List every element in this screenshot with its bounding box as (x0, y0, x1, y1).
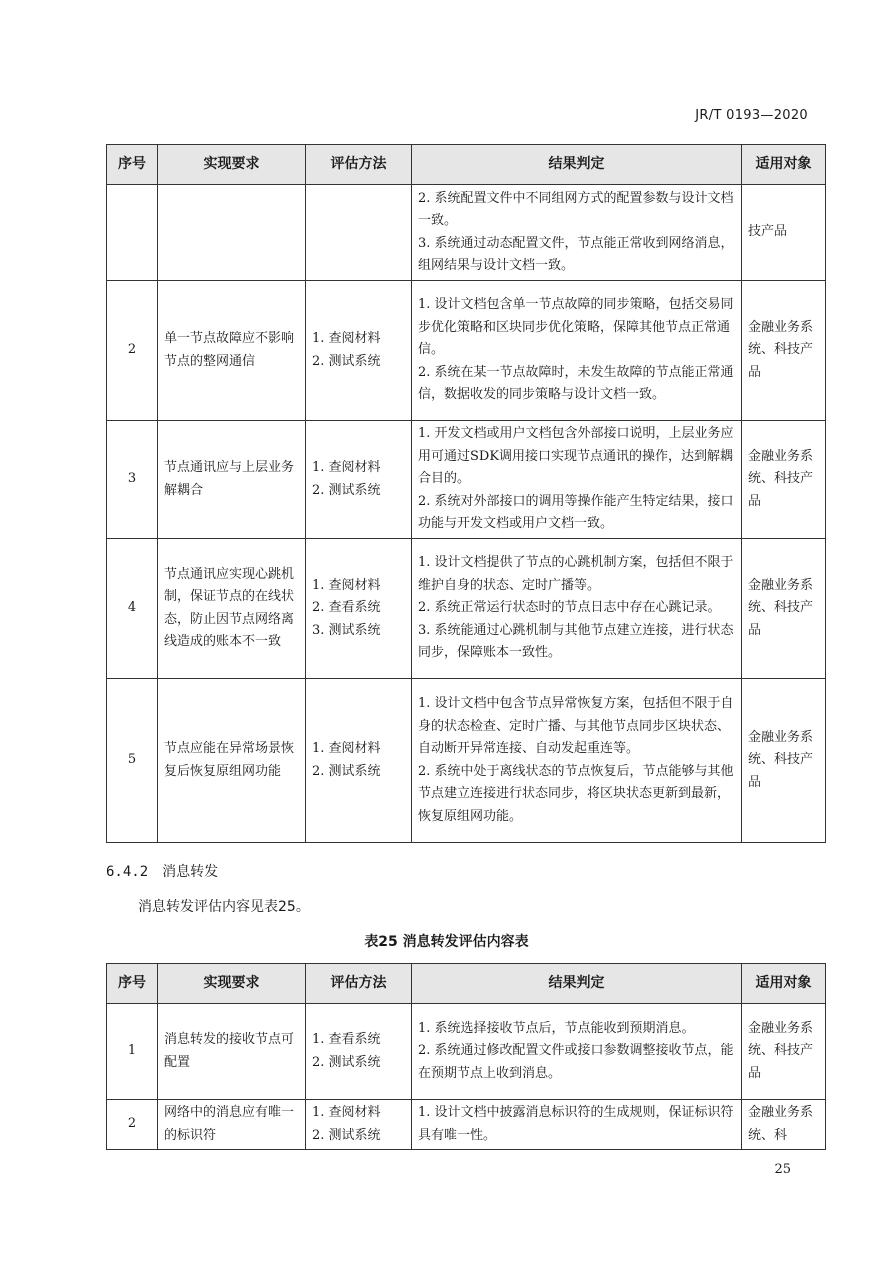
method-cell (306, 281, 412, 421)
result-item: 3. 系统能通过心跳机制与其他节点建立连接，进行状态同步，保障账本一致性。 (418, 622, 734, 661)
result-item: 1. 设计文档提供了节点的心跳机制方案，包括但不限于维护自身的状态、定时广播等。 (418, 555, 734, 593)
row-number: 5 (107, 679, 158, 843)
method-cell (306, 1100, 412, 1150)
method-cell (306, 679, 412, 843)
method-item: 2. 测试系统 (312, 1054, 381, 1070)
col-header-method: 评估方法 (306, 964, 412, 1004)
method-item: 2. 测试系统 (312, 482, 381, 498)
result-item: 2. 系统中处于离线状态的节点恢复后，节点能够与其他节点建立连接进行状态同步，将区块状态更新到最新，恢复原组网功能。 (418, 763, 734, 824)
result-item: 1. 设计文档包含单一节点故障的同步策略，包括交易同步优化策略和区块同步优化策略，保障其他节点正常通信。 (418, 297, 734, 358)
row-number: 3 (107, 421, 158, 539)
result-item: 2. 系统通过修改配置文件或接口参数调整接收节点，能在预期节点上收到消息。 (418, 1043, 734, 1081)
requirement-cell: 节点应能在异常场景恢复后恢复原组网功能 (158, 679, 306, 843)
result-item: 1. 设计文档中包含节点异常恢复方案，包括但不限于自身的状态检查、定时广播、与其他节点同步区块状态、自动断开异常连接、自动发起重连等。 (418, 696, 734, 756)
result-item: 2. 系统在某一节点故障时，未发生故障的节点能正常通信，数据收发的同步策略与设计文档一致。 (418, 364, 734, 403)
result-cell (412, 1100, 742, 1150)
result-item: 2. 系统正常运行状态时的节点日志中存在心跳记录。 (418, 600, 721, 616)
col-header-requirement: 实现要求 (158, 964, 306, 1004)
section-number: 6.4.2 (106, 864, 149, 880)
col-header-scope: 适用对象 (742, 964, 826, 1004)
row-number: 4 (107, 539, 158, 679)
requirement-cell: 网络中的消息应有唯一的标识符 (158, 1100, 306, 1150)
method-cell (306, 539, 412, 679)
row-number: 1 (107, 1004, 158, 1100)
result-item: 3. 系统通过动态配置文件，节点能正常收到网络消息，组网结果与设计文档一致。 (418, 235, 734, 273)
method-item: 2. 查看系统 (312, 600, 381, 616)
method-item: 2. 测试系统 (312, 353, 381, 369)
result-cell (412, 679, 742, 843)
result-item: 1. 系统选择接收节点后，节点能收到预期消息。 (418, 1020, 695, 1036)
col-header-scope: 适用对象 (742, 145, 826, 185)
requirement-cell: 节点通讯应实现心跳机制，保证节点的在线状态，防止因节点网络离线造成的账本不一致 (158, 539, 306, 679)
method-item: 1. 查看系统 (312, 1032, 381, 1047)
section-title: 消息转发 (162, 864, 219, 880)
table-caption: 表25 消息转发评估内容表 (364, 934, 529, 950)
method-item: 1. 查阅材料 (312, 577, 381, 593)
method-cell (306, 1004, 412, 1100)
result-cell (412, 421, 742, 539)
scope-cell: 金融业务系统、科技产品 (742, 539, 826, 679)
col-header-no: 序号 (107, 145, 158, 185)
page-number: 25 (774, 1162, 791, 1177)
table-row (107, 539, 826, 679)
method-item: 1. 查阅材料 (312, 1105, 381, 1120)
result-cell (412, 539, 742, 679)
method-item: 1. 查阅材料 (312, 460, 381, 475)
scope-cell: 金融业务系统、科技产品 (742, 679, 826, 843)
requirement-cell (158, 185, 306, 281)
table-row (107, 1004, 826, 1100)
requirement-cell: 节点通讯应与上层业务解耦合 (158, 421, 306, 539)
result-cell (412, 281, 742, 421)
col-header-method: 评估方法 (306, 145, 412, 185)
method-item: 3. 测试系统 (312, 622, 381, 638)
result-item: 1. 设计文档中披露消息标识符的生成规则，保证标识符具有唯一性。 (418, 1105, 734, 1143)
table-row (107, 421, 826, 539)
result-cell (412, 1004, 742, 1100)
scope-cell: 金融业务系统、科技产品 (742, 1004, 826, 1100)
scope-cell: 金融业务系统、科技产品 (742, 421, 826, 539)
col-header-result: 结果判定 (412, 145, 742, 185)
scope-cell: 金融业务系统、科 (742, 1100, 826, 1150)
method-item: 2. 测试系统 (312, 1127, 381, 1143)
result-item: 1. 开发文档或用户文档包含外部接口说明，上层业务应用可通过SDK调用接口实现节点通讯的操作，达到解耦合目的。 (418, 426, 734, 487)
result-item: 2. 系统配置文件中不同组网方式的配置参数与设计文档一致。 (418, 190, 734, 228)
message-forwarding-table (106, 963, 826, 1150)
requirement-cell: 消息转发的接收节点可配置 (158, 1004, 306, 1100)
table-row (107, 1100, 826, 1150)
method-item: 1. 查阅材料 (312, 741, 381, 756)
method-cell (306, 421, 412, 539)
body-paragraph: 消息转发评估内容见表25。 (138, 899, 310, 915)
evaluation-table-continued (106, 144, 826, 843)
method-item: 1. 查阅材料 (312, 331, 381, 346)
row-number (107, 185, 158, 281)
section-heading (106, 861, 218, 881)
table-row (107, 281, 826, 421)
table-row (107, 185, 826, 281)
row-number: 2 (107, 1100, 158, 1150)
col-header-requirement: 实现要求 (158, 145, 306, 185)
col-header-result: 结果判定 (412, 964, 742, 1004)
method-cell (306, 185, 412, 281)
col-header-no: 序号 (107, 964, 158, 1004)
method-item: 2. 测试系统 (312, 763, 381, 779)
result-item: 2. 系统对外部接口的调用等操作能产生特定结果，接口功能与开发文档或用户文档一致。 (418, 493, 734, 532)
table-row (107, 679, 826, 843)
scope-cell: 技产品 (742, 185, 826, 281)
requirement-cell: 单一节点故障应不影响节点的整网通信 (158, 281, 306, 421)
document-code: JR/T 0193—2020 (695, 108, 808, 123)
table-header-row (107, 145, 826, 185)
table-header-row (107, 964, 826, 1004)
scope-cell: 金融业务系统、科技产品 (742, 281, 826, 421)
row-number: 2 (107, 281, 158, 421)
result-cell (412, 185, 742, 281)
